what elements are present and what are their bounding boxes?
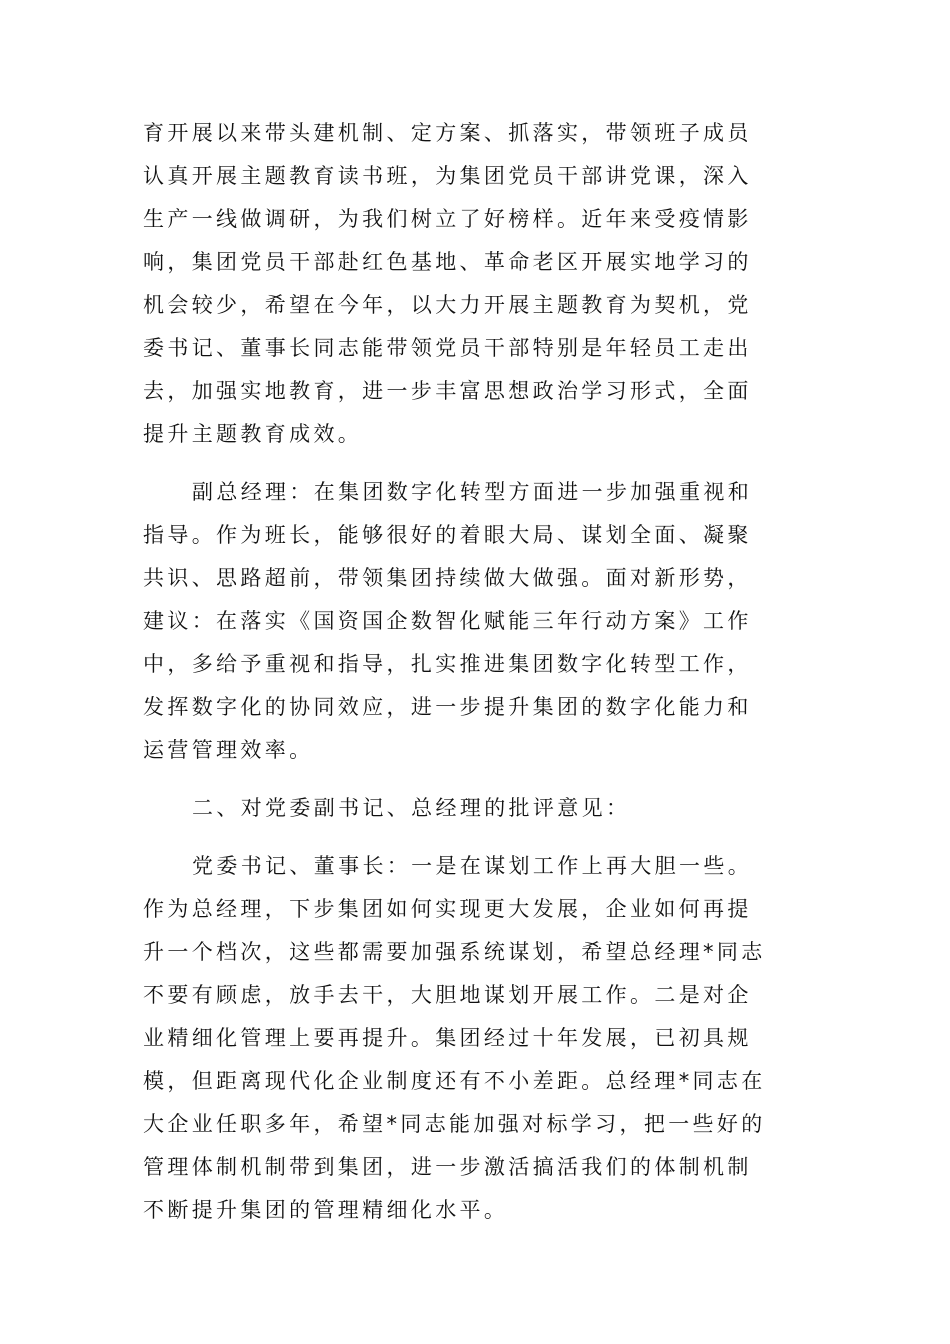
text-line: 管理体制机制带到集团，进一步激活搞活我们的体制机制 [143,1155,752,1179]
text-line: 模，但距离现代化企业制度还有不小差距。总经理*同志在 [143,1069,766,1093]
text-line: 发挥数字化的协同效应，进一步提升集团的数字化能力和 [143,695,752,719]
text-line: 响，集团党员干部赴红色基地、革命老区开展实地学习的 [143,250,752,274]
paragraph-deputy-manager-opinion [143,471,805,772]
text-line: 指导。作为班长，能够很好的着眼大局、谋划全面、凝聚 [143,523,752,547]
text-line: 作为总经理，下步集团如何实现更大发展，企业如何再提 [143,897,752,921]
text-line: 不要有顾虑，放手去干，大胆地谋划开展工作。二是对企 [143,983,752,1007]
section-heading [143,787,805,830]
text-line: 业精细化管理上要再提升。集团经过十年发展，已初具规 [143,1026,752,1050]
text-line: 育开展以来带头建机制、定方案、抓落实，带领班子成员 [143,121,752,145]
text-line: 认真开展主题教育读书班，为集团党员干部讲党课，深入 [143,164,752,188]
text-line: 生产一线做调研，为我们树立了好榜样。近年来受疫情影 [143,207,752,231]
text-line: 中，多给予重视和指导，扎实推进集团数字化转型工作， [143,652,752,676]
text-line: 不断提升集团的管理精细化水平。 [143,1198,509,1222]
text-line: 大企业任职多年，希望*同志能加强对标学习，把一些好的 [143,1112,766,1136]
paragraph-leadership-example [143,112,805,456]
text-line: 党委书记、董事长：一是在谋划工作上再大胆一些。 [192,854,753,878]
text-line: 机会较少，希望在今年，以大力开展主题教育为契机，党 [143,293,752,317]
text-line: 去，加强实地教育，进一步丰富思想政治学习形式，全面 [143,379,752,403]
text-line: 运营管理效率。 [143,738,314,762]
section-heading-text: 二、对党委副书记、总经理的批评意见： [192,796,631,820]
text-line: 委书记、董事长同志能带领党员干部特别是年轻员工走出 [143,336,752,360]
text-line: 副总经理：在集团数字化转型方面进一步加强重视和 [192,480,753,504]
text-line: 升一个档次，这些都需要加强系统谋划，希望总经理*同志 [143,940,766,964]
text-line: 建议：在落实《国资国企数智化赋能三年行动方案》工作 [143,609,752,633]
text-line: 共识、思路超前，带领集团持续做大做强。面对新形势， [143,566,752,590]
document-page [143,112,805,1247]
paragraph-secretary-opinion [143,845,805,1232]
text-line: 提升主题教育成效。 [143,422,363,446]
